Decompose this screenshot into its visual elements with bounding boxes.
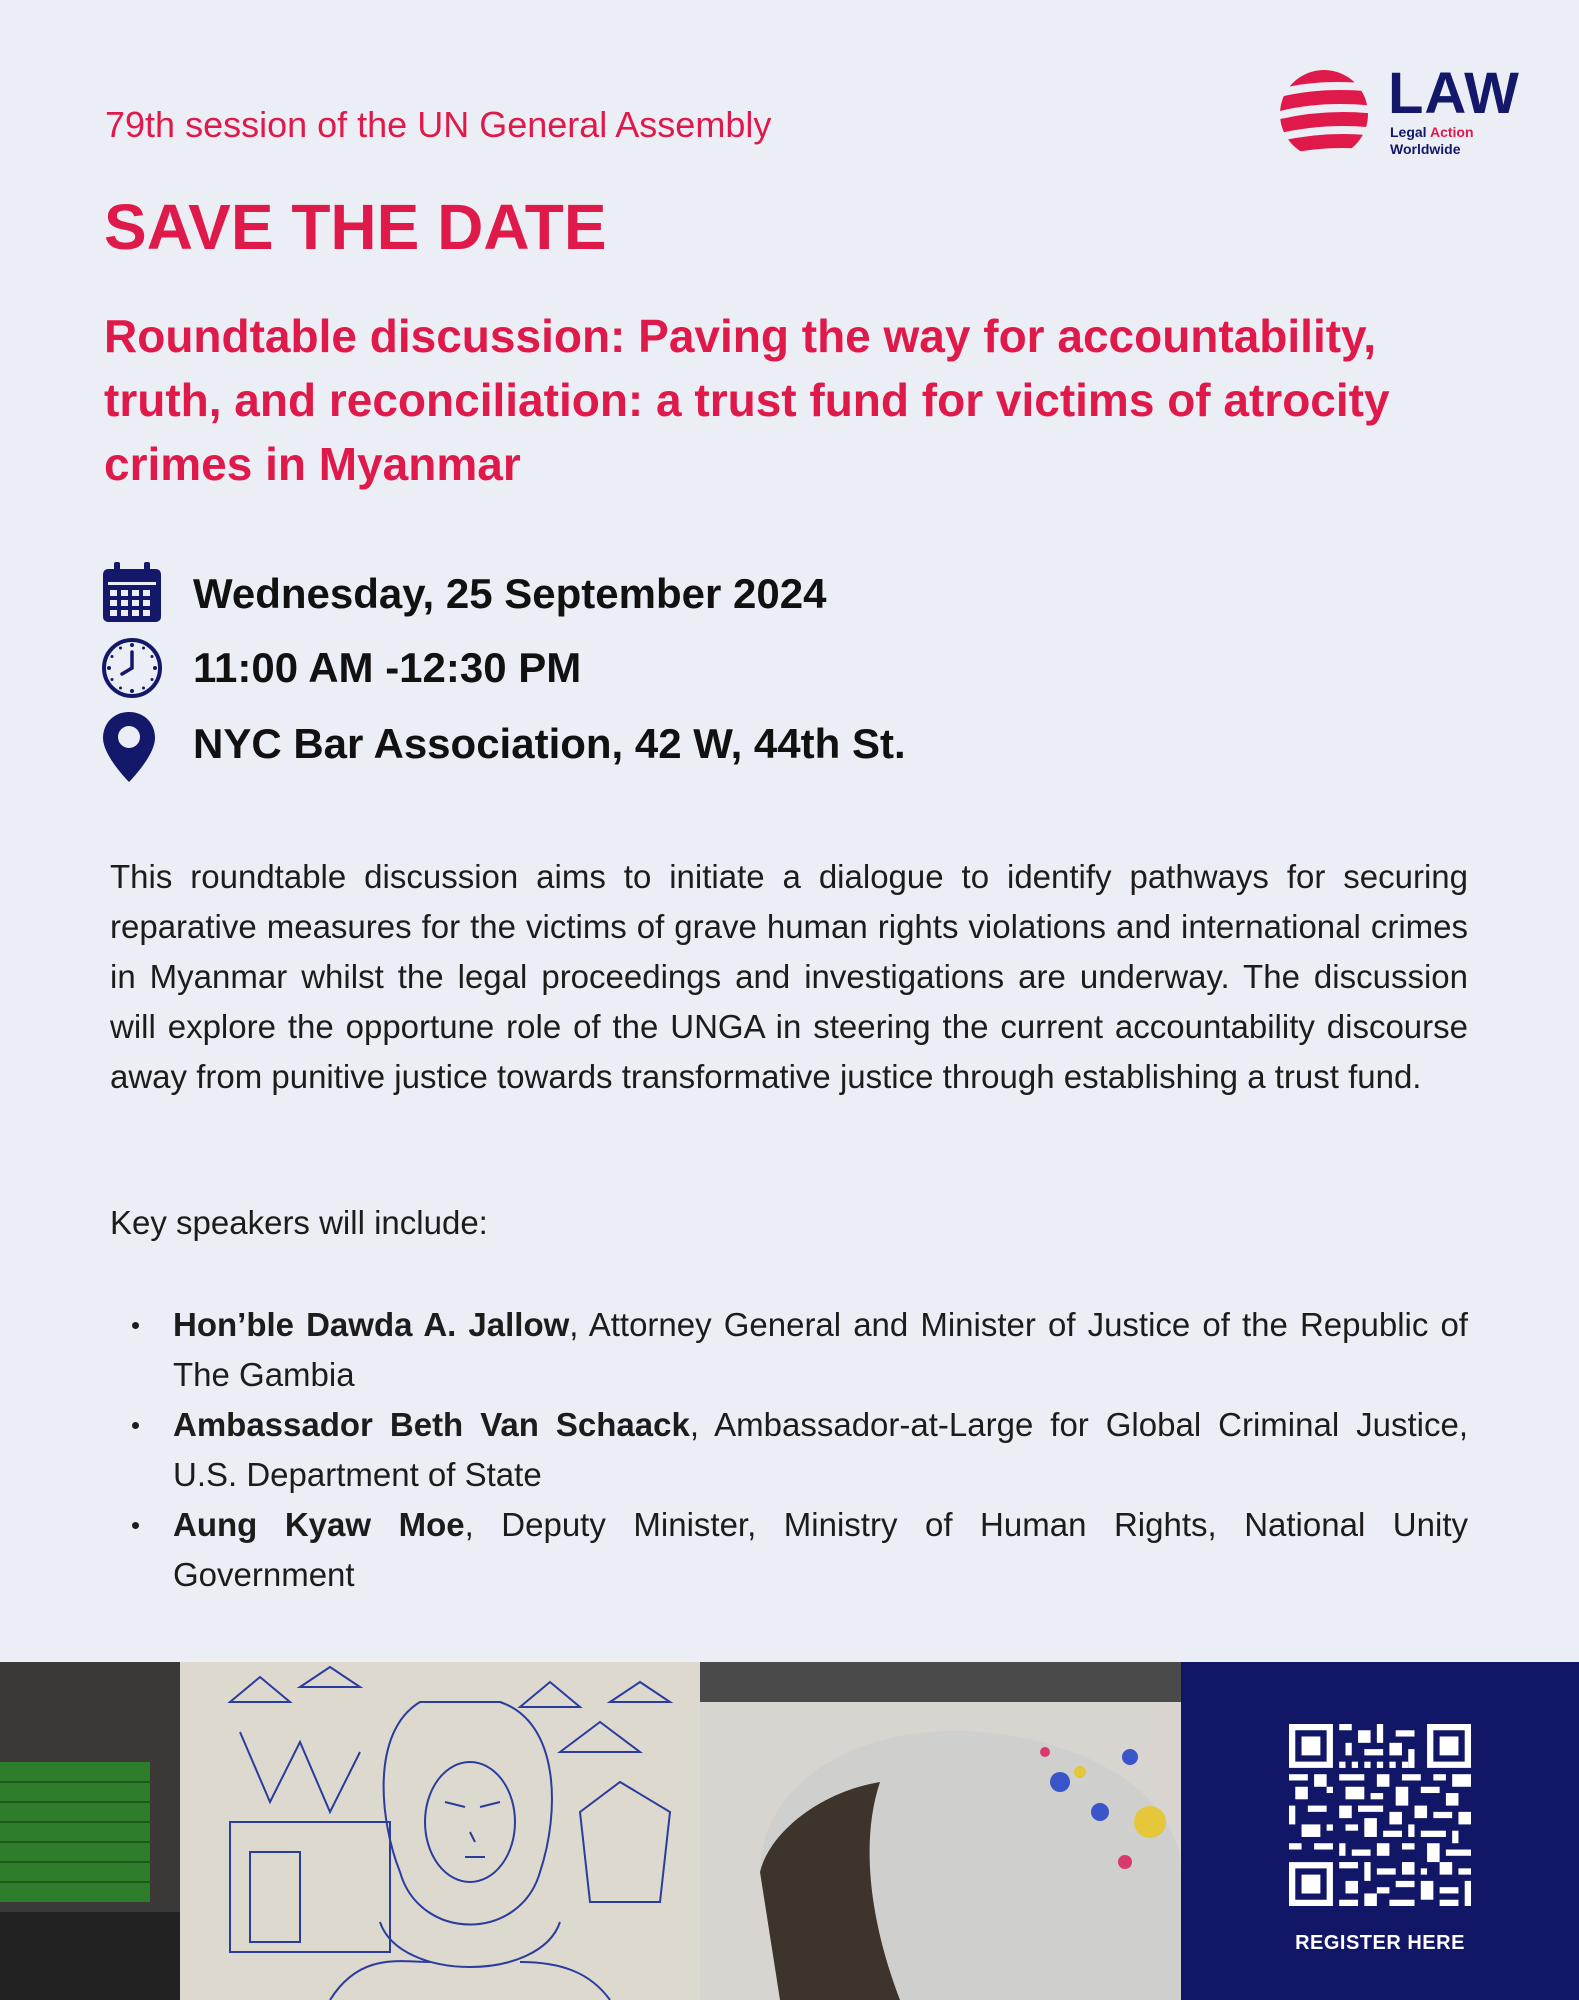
calendar-icon — [100, 562, 164, 624]
logo-globe-icon — [1276, 64, 1376, 164]
logo-action: Action — [1429, 124, 1474, 140]
logo-legal: Legal — [1390, 124, 1427, 140]
logo-wordmark: LAW — [1388, 61, 1520, 126]
register-panel[interactable] — [1181, 1662, 1579, 2000]
bullet-icon — [132, 1422, 139, 1429]
speaker-role: , Deputy Minister, Ministry of Human Rights, National Unity Government — [173, 1506, 1468, 1593]
event-date: Wednesday, 25 September 2024 — [193, 570, 827, 617]
logo-subtitle — [1390, 124, 1474, 158]
drawing-photo-image — [0, 1662, 1181, 2000]
clock-icon — [100, 636, 164, 700]
event-description: This roundtable discussion aims to initiate a dialogue to identify pathways for securing reparative measures for the victims of grave human rights violations and international crimes in Myanmar whilst the legal proceedings and investigations are underway. The discussion will explore the opportune role of the UNGA in steering the current accountability discourse away from punitive justice towards transformative justice through establishing a trust fund. — [110, 858, 1468, 1095]
speaker-name: Aung Kyaw Moe — [173, 1506, 465, 1543]
location-pin-icon — [100, 710, 158, 784]
logo-worldwide: Worldwide — [1390, 141, 1461, 157]
speaker-name: Hon’ble Dawda A. Jallow — [173, 1306, 570, 1343]
speaker-name: Ambassador Beth Van Schaack — [173, 1406, 690, 1443]
speaker-item — [110, 1500, 1468, 1600]
law-logo — [1276, 61, 1526, 164]
event-time: 11:00 AM -12:30 PM — [193, 644, 582, 691]
event-photo — [0, 1662, 1181, 2000]
speaker-role: , Attorney General and Minister of Justice of the Republic of The Gambia — [173, 1306, 1468, 1393]
bullet-icon — [132, 1322, 139, 1329]
register-label[interactable]: REGISTER HERE — [1295, 1932, 1465, 1954]
speakers-intro: Key speakers will include: — [110, 1204, 488, 1241]
event-location: NYC Bar Association, 42 W, 44th St. — [193, 720, 906, 767]
save-the-date-heading: SAVE THE DATE — [104, 191, 607, 263]
speaker-item — [110, 1300, 1468, 1400]
speaker-role: , Ambassador-at-Large for Global Criminal Justice, U.S. Department of State — [173, 1406, 1468, 1493]
speaker-item — [110, 1400, 1468, 1500]
event-title: Roundtable discussion: Paving the way for accountability, truth, and reconciliation: a trust fund for victims of atrocity crimes in Myanmar — [104, 310, 1390, 490]
session-subtitle: 79th session of the UN General Assembly — [105, 104, 772, 145]
bullet-icon — [132, 1522, 139, 1529]
speakers-list — [110, 1300, 1468, 1600]
qr-code[interactable] — [1289, 1724, 1471, 1906]
